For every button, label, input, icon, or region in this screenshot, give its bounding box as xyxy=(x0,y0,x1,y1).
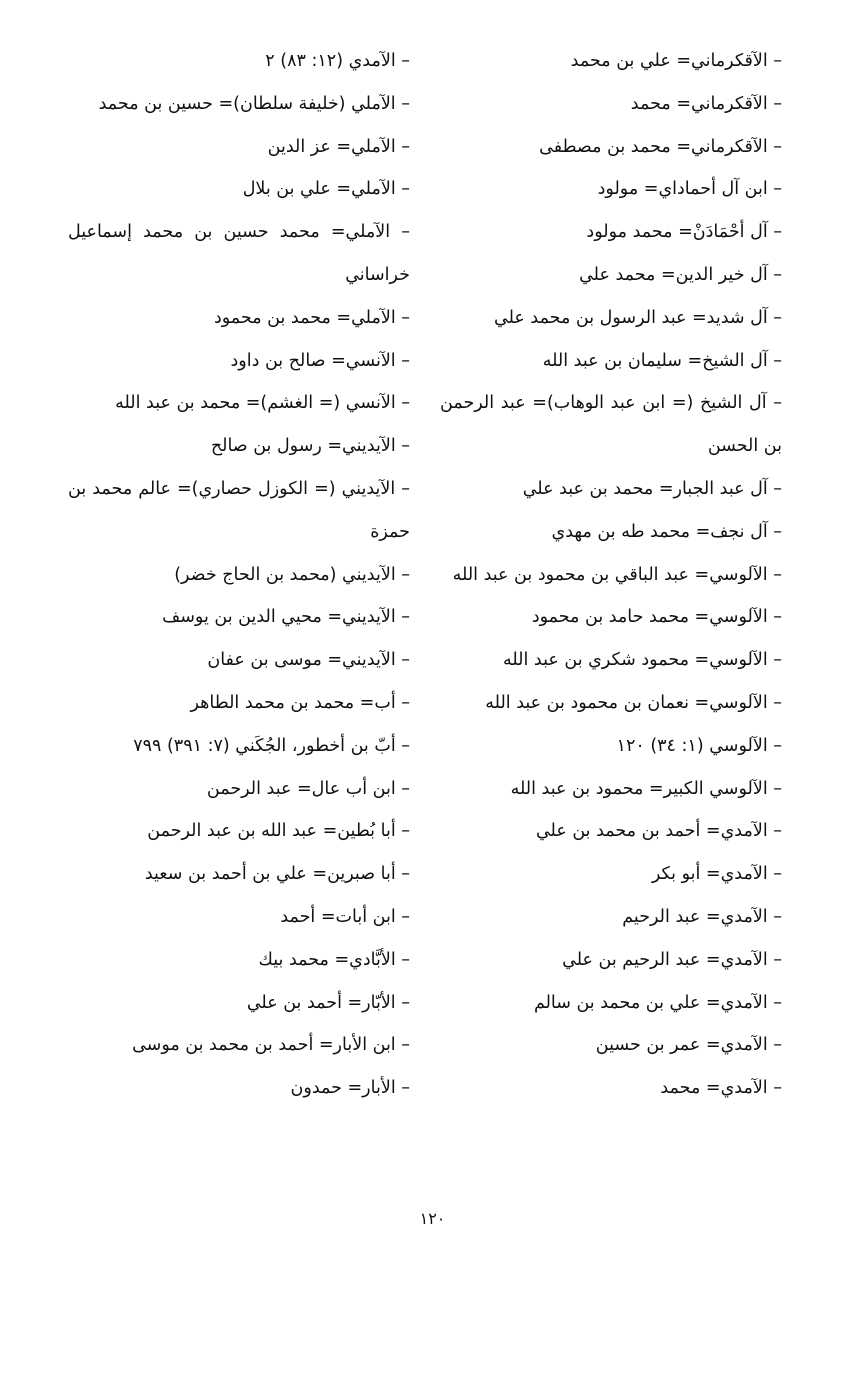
index-entry: – الآيديني (= الكوزل حصاري)= عالم محمد بن حمزة xyxy=(68,478,410,542)
index-entry: – آل خير الدين= محمد علي xyxy=(579,264,782,285)
index-entry: – الآيديني (محمد بن الحاج خضر) xyxy=(174,564,410,585)
index-entry: – الآمدي= عمر بن حسين xyxy=(595,1035,782,1056)
index-entry: – الآلوسي= عبد الباقي بن محمود بن عبد الله xyxy=(452,564,782,585)
index-entry: – الآملي= علي بن بلال xyxy=(242,179,410,200)
index-entry: – الآلوسي الكبير= محمود بن عبد الله xyxy=(510,778,782,799)
index-entry: – آل نجف= محمد طه بن مهدي xyxy=(551,521,782,542)
index-entry: – الآملي= محمد حسين بن محمد إسماعيل خراساني xyxy=(68,222,410,285)
index-entry: – ابن الأبار= أحمد بن محمد بن موسى xyxy=(132,1035,410,1056)
index-entry: – أبا صبرين= علي بن أحمد بن سعيد xyxy=(144,864,410,885)
index-entry: – آل أحْمَادَنْ= محمد مولود xyxy=(586,222,782,243)
index-entry: – أبا بُطين= عبد الله بن عبد الرحمن xyxy=(147,821,410,842)
index-entry: – الآمدي= عبد الرحيم xyxy=(622,906,782,927)
index-entry: – الآلوسي= محمود شكري بن عبد الله xyxy=(502,650,782,671)
index-entry: – الآلوسي= محمد حامد بن محمود xyxy=(531,607,782,628)
index-entry: – الآمدي= عبد الرحيم بن علي xyxy=(562,949,782,970)
index-entry: – ابن آل أحماداي= مولود xyxy=(597,179,782,200)
index-entry: – الآقكرماني= محمد بن مصطفى xyxy=(539,136,782,157)
left-index-column xyxy=(68,40,410,1110)
index-entry: – الآمدي (١٢: ٨٣) ٢ xyxy=(265,51,410,71)
index-entry: – الآمدي= أحمد بن محمد بن علي xyxy=(535,821,782,842)
index-entry: – أب= محمد بن محمد الطاهر xyxy=(190,692,410,713)
index-entry: – الآيديني= محيي الدين بن يوسف xyxy=(162,607,410,628)
index-entry: – الآنسي (= الغشم)= محمد بن عبد الله xyxy=(115,393,410,414)
index-entry: – الآمدي= أبو بكر xyxy=(651,864,782,885)
index-entry: – الأبَّادي= محمد بيك xyxy=(258,949,410,970)
index-entry: – آل الشيخ= سليمان بن عبد الله xyxy=(542,350,782,371)
index-entry: – أبّ بن أخطور، الجُكَني (٧: ٣٩١) ٧٩٩ xyxy=(133,735,410,756)
index-entry: – الآلوسي= نعمان بن محمود بن عبد الله xyxy=(485,692,782,713)
index-entry: – الآنسي= صالح بن داود xyxy=(230,350,410,371)
index-entry: – الآلوسي (١: ٣٤) ١٢٠ xyxy=(616,735,782,756)
index-entry: – الآيديني= رسول بن صالح xyxy=(210,436,410,457)
index-entry: – ابن أب عال= عبد الرحمن xyxy=(206,778,410,799)
index-entry: – الآيديني= موسى بن عفان xyxy=(207,650,410,671)
index-entry: – الأبار= حمدون xyxy=(290,1078,410,1099)
index-entry: – آل عبد الجبار= محمد بن عبد علي xyxy=(522,478,782,499)
right-index-column xyxy=(440,40,782,1110)
index-entry: – الآمدي= علي بن محمد بن سالم xyxy=(533,992,782,1013)
index-entry: – الآقكرماني= محمد xyxy=(630,93,782,114)
index-entry: – آل شديد= عبد الرسول بن محمد علي xyxy=(494,307,782,328)
page-number: ١٢٠ xyxy=(419,1209,446,1228)
index-entry: – آل الشيخ (= ابن عبد الوهاب)= عبد الرحمن بن الحسن xyxy=(440,393,782,457)
index-entry: – الآقكرماني= علي بن محمد xyxy=(570,51,782,71)
index-entry: – الأبّار= أحمد بن علي xyxy=(246,992,410,1013)
index-entry: – الآمدي= محمد xyxy=(660,1078,782,1099)
index-entry: – ابن أبات= أحمد xyxy=(280,906,410,927)
index-entry: – الآملي (خليفة سلطان)= حسين بن محمد xyxy=(98,93,410,114)
index-entry: – الآملي= محمد بن محمود xyxy=(213,307,410,328)
index-entry: – الآملي= عز الدين xyxy=(267,136,410,157)
